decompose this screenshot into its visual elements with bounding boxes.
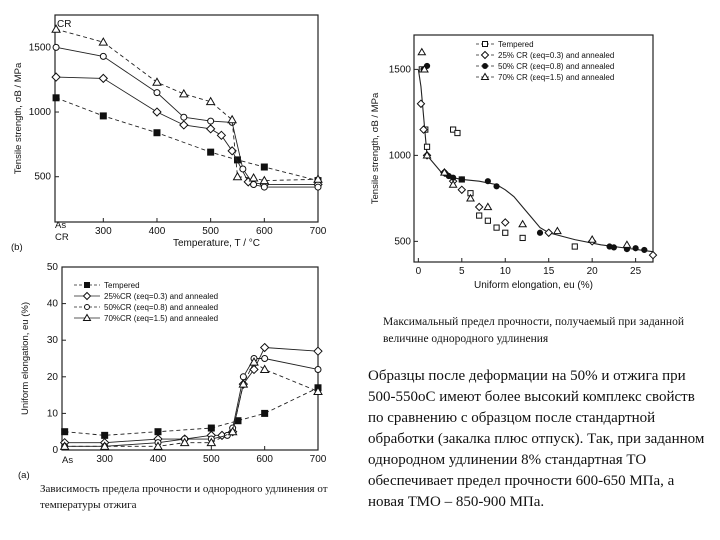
x-tick-label: 700 [309, 454, 327, 465]
data-point [154, 130, 160, 136]
data-point [100, 113, 106, 119]
data-point [503, 230, 508, 235]
data-point [153, 78, 161, 85]
cr-label: CR [55, 232, 69, 243]
series-line [56, 29, 318, 180]
legend-item: 70%CR (εeq=1.5) and annealed [104, 314, 219, 323]
series [53, 95, 321, 184]
y-axis-label: Tensile strength, σB / MPa [370, 92, 381, 205]
series-line [65, 388, 318, 436]
y-tick-label: 500 [394, 236, 411, 248]
data-point [455, 130, 460, 135]
series [52, 25, 322, 183]
legend [74, 281, 218, 323]
legend-marker [84, 315, 91, 321]
x-tick-label: 700 [309, 226, 327, 237]
data-point [100, 53, 106, 59]
data-point [53, 95, 59, 101]
data-point [153, 108, 161, 116]
as-label: As [62, 455, 74, 466]
y-tick-label: 1500 [28, 42, 51, 54]
legend-item: Tempered [104, 281, 140, 290]
data-point [217, 131, 225, 139]
data-point [485, 179, 490, 184]
data-point [261, 164, 267, 170]
x-tick-label: 20 [586, 266, 598, 277]
y-tick-label: 0 [52, 445, 58, 456]
data-point [62, 429, 68, 435]
legend-marker [85, 305, 90, 310]
panel-label: (b) [11, 242, 23, 253]
series [53, 44, 321, 190]
cr-corner-label: CR [57, 19, 72, 30]
x-tick-label: 15 [543, 266, 555, 277]
x-tick-label: 5 [459, 266, 465, 277]
data-point [417, 100, 424, 107]
data-point [262, 356, 268, 362]
series-line [56, 98, 318, 181]
data-point [262, 410, 268, 416]
series-line [56, 77, 318, 184]
data-point [633, 246, 638, 251]
y-axis-label: Tensile strength, σB / MPa [13, 62, 24, 175]
legend-marker [483, 64, 488, 69]
series [61, 344, 322, 447]
legend-item: 25%CR (εeq=0.3) and annealed [104, 292, 219, 301]
data-point [459, 177, 464, 182]
x-tick-label: 300 [96, 454, 114, 465]
data-point [589, 236, 596, 242]
tensile-vs-elongation-chart [368, 30, 668, 310]
data-point [233, 173, 241, 180]
data-point [99, 74, 107, 82]
data-point [649, 252, 656, 259]
data-point [314, 347, 322, 355]
data-point [208, 425, 214, 431]
data-point [99, 38, 107, 45]
data-point [208, 149, 214, 155]
y-tick-label: 1000 [388, 150, 411, 162]
y-tick-label: 500 [34, 171, 51, 183]
x-tick-label: 500 [202, 226, 219, 237]
data-point [477, 213, 482, 218]
x-tick-label: 10 [499, 266, 511, 277]
data-point [180, 121, 188, 129]
x-tick-label: 25 [630, 266, 642, 277]
data-point [554, 227, 561, 233]
data-point [102, 432, 108, 438]
data-point [251, 181, 257, 187]
panel-label: (a) [18, 470, 30, 481]
data-point [537, 230, 542, 235]
elongation-vs-temperature-chart [0, 255, 330, 481]
data-point [418, 49, 425, 55]
x-tick-label: 0 [415, 266, 422, 277]
data-point [250, 174, 258, 181]
data-point [250, 365, 258, 373]
data-point [519, 221, 526, 227]
legend-marker [482, 52, 489, 59]
data-point [261, 365, 269, 372]
main-text-paragraph: Образцы после деформации на 50% и отжига при 500-550оС имеют более высокий комплекс свойств по сравнению с образцом после стандартной обработки (закалка плюс отпуск). Так, при заданном однородном удлинении 8% стандартная ТО обеспечивает предел прочности 600-650 МПа, а новая ТМО – 850-900 МПа. [368, 368, 705, 510]
data-point [53, 44, 59, 50]
data-point [458, 186, 465, 193]
legend-item: 50%CR (εeq=0.8) and annealed [104, 303, 219, 312]
x-axis-label: Uniform elongation, eu (%) [474, 280, 593, 291]
x-tick-label: 600 [256, 454, 274, 465]
data-point [208, 118, 214, 124]
tensile-vs-temperature-chart [0, 0, 330, 255]
data-point [451, 175, 456, 180]
caption-tensile-vs-elongation: Максимальный предел прочности, получаемый при заданной величине однородного удлинения [383, 316, 684, 345]
data-point [545, 229, 552, 236]
y-tick-label: 1000 [28, 107, 51, 119]
data-point [315, 184, 321, 190]
legend-marker [85, 283, 90, 288]
data-point [261, 344, 269, 352]
legend-marker [482, 74, 489, 80]
data-point [424, 144, 429, 149]
data-point [240, 166, 246, 172]
y-tick-label: 40 [46, 298, 58, 310]
data-point [181, 114, 187, 120]
trend-curve [418, 69, 653, 251]
data-point [623, 241, 630, 247]
series [52, 73, 322, 188]
legend-item: 25% CR (εeq=0.3) and annealed [498, 51, 615, 60]
caption-temperature-dependence: Зависимость предела прочности и однородного удлинения от температуры отжига [40, 483, 328, 511]
x-tick-label: 500 [202, 454, 220, 465]
x-tick-label: 600 [255, 226, 273, 237]
data-point [485, 218, 490, 223]
x-tick-label: 400 [149, 454, 167, 465]
y-tick-label: 20 [46, 371, 58, 383]
data-point [155, 429, 161, 435]
data-point [207, 125, 215, 133]
legend-marker [84, 293, 91, 300]
data-point [572, 244, 577, 249]
x-axis-label: Temperature, T / °C [173, 238, 260, 249]
y-axis-label: Uniform elongation, eu (%) [20, 302, 31, 415]
y-tick-label: 30 [46, 335, 58, 347]
as-label: As [55, 220, 67, 231]
data-point [180, 90, 188, 97]
data-point [494, 225, 499, 230]
data-point [494, 184, 499, 189]
data-point [261, 184, 267, 190]
series [419, 67, 577, 249]
x-tick-label: 300 [94, 226, 112, 237]
y-tick-label: 50 [46, 262, 58, 273]
data-point [484, 203, 491, 209]
data-point [520, 235, 525, 240]
legend-item: 50% CR (εeq=0.8) and annealed [498, 62, 615, 71]
data-point [476, 203, 483, 210]
series [62, 385, 321, 439]
data-point [611, 245, 616, 250]
data-point [642, 247, 647, 252]
y-tick-label: 1500 [388, 64, 411, 76]
data-point [315, 366, 321, 372]
legend [476, 40, 614, 82]
data-point [154, 90, 160, 96]
data-point [52, 73, 60, 81]
legend-marker [483, 42, 488, 47]
legend-item: 70% CR (εeq=1.5) and annealed [498, 73, 615, 82]
series [61, 358, 322, 449]
y-tick-label: 10 [46, 408, 58, 420]
x-tick-label: 400 [148, 226, 166, 237]
data-point [502, 219, 509, 226]
legend-item: Tempered [498, 40, 534, 49]
series [421, 63, 647, 252]
